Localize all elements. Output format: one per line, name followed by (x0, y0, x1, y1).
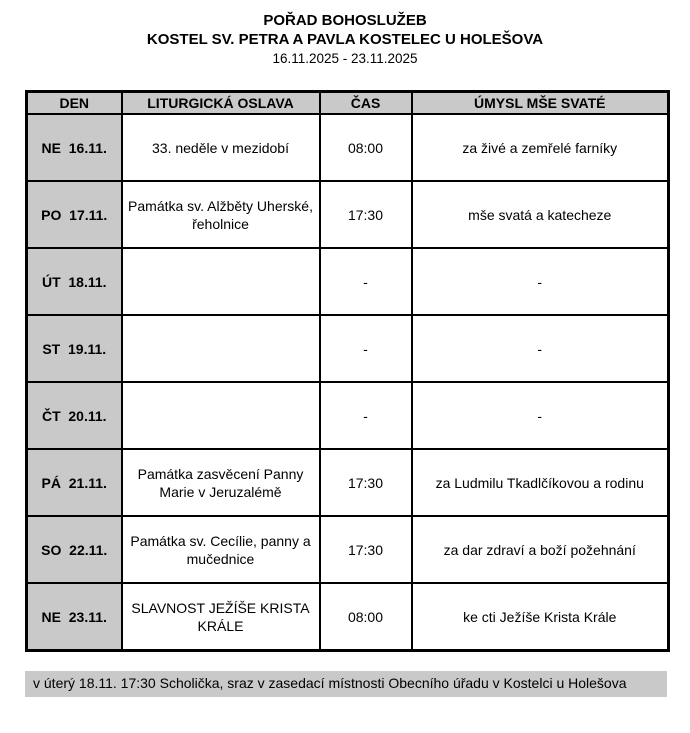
table-row (27, 114, 669, 181)
celebration-cell (122, 248, 320, 315)
intention-cell: - (412, 248, 669, 315)
table-row (27, 583, 669, 651)
intention-cell: za dar zdraví a boží požehnání (412, 516, 669, 583)
column-header-day: DEN (27, 92, 122, 115)
table-row (27, 516, 669, 583)
table-row (27, 248, 669, 315)
celebration-cell: SLAVNOST JEŽÍŠE KRISTA KRÁLE (122, 583, 320, 651)
time-cell: - (320, 315, 412, 382)
schedule-body (27, 114, 669, 651)
column-header-intention: ÚMYSL MŠE SVATÉ (412, 92, 669, 115)
page-subtitle: KOSTEL SV. PETRA A PAVLA KOSTELEC U HOLEŠOVA (146, 31, 544, 48)
time-cell: - (320, 248, 412, 315)
celebration-cell: 33. neděle v mezidobí (122, 114, 320, 181)
schedule-table (25, 90, 670, 652)
day-cell: NE 16.11. (27, 114, 122, 181)
footer-note: v úterý 18.11. 17:30 Scholička, sraz v zasedací místnosti Obecního úřadu v Kostelci u Holešova (25, 671, 667, 697)
intention-cell: za Ludmilu Tkadlčíkovou a rodinu (412, 449, 669, 516)
intention-cell: ke cti Ježíše Krista Krále (412, 583, 669, 651)
table-row (27, 382, 669, 449)
intention-cell: - (412, 382, 669, 449)
celebration-cell (122, 315, 320, 382)
table-row (27, 181, 669, 248)
day-cell: ST 19.11. (27, 315, 122, 382)
intention-cell: - (412, 315, 669, 382)
day-cell: PÁ 21.11. (27, 449, 122, 516)
celebration-cell: Památka zasvěcení Panny Marie v Jeruzalémě (122, 449, 320, 516)
date-range: 16.11.2025 - 23.11.2025 (272, 51, 418, 66)
column-header-time: ČAS (320, 92, 412, 115)
document-header (0, 0, 690, 68)
day-cell: SO 22.11. (27, 516, 122, 583)
time-cell: 08:00 (320, 583, 412, 651)
time-cell: 17:30 (320, 181, 412, 248)
day-cell: ÚT 18.11. (27, 248, 122, 315)
table-header-row (27, 92, 669, 115)
time-cell: - (320, 382, 412, 449)
time-cell: 17:30 (320, 449, 412, 516)
time-cell: 08:00 (320, 114, 412, 181)
table-row (27, 315, 669, 382)
intention-cell: za živé a zemřelé farníky (412, 114, 669, 181)
time-cell: 17:30 (320, 516, 412, 583)
day-cell: NE 23.11. (27, 583, 122, 651)
page-title: POŘAD BOHOSLUŽEB (263, 12, 427, 29)
table-row (27, 449, 669, 516)
celebration-cell (122, 382, 320, 449)
intention-cell: mše svatá a katecheze (412, 181, 669, 248)
day-cell: ČT 20.11. (27, 382, 122, 449)
celebration-cell: Památka sv. Cecílie, panny a mučednice (122, 516, 320, 583)
day-cell: PO 17.11. (27, 181, 122, 248)
celebration-cell: Památka sv. Alžběty Uherské, řeholnice (122, 181, 320, 248)
column-header-celebration: LITURGICKÁ OSLAVA (122, 92, 320, 115)
